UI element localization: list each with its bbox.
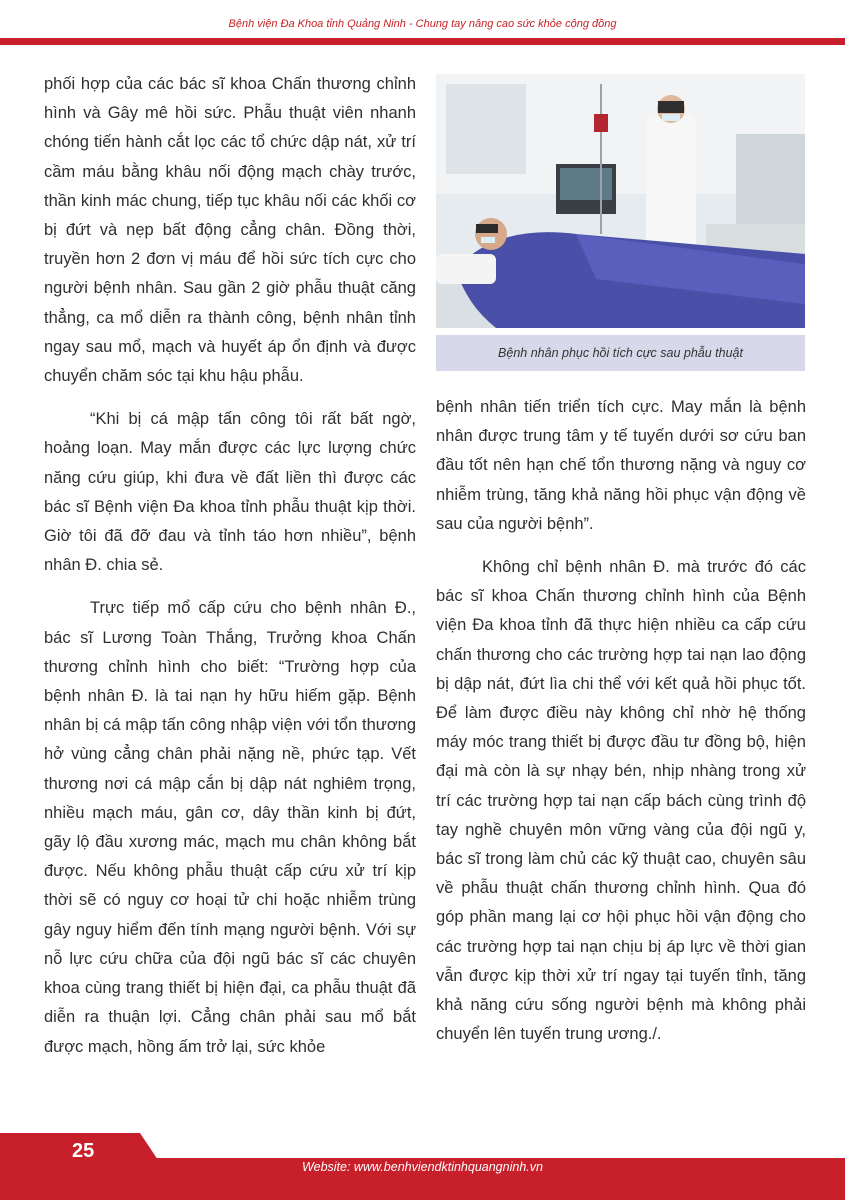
header-bar [0, 38, 845, 45]
right-column [436, 393, 806, 1063]
paragraph: “Khi bị cá mập tấn công tôi rất bất ngờ, hoảng loạn. May mắn được các lực lượng chức năng cứu giúp, khi đưa về đất liền thì được các bác sĩ Bệnh viện Đa khoa tỉnh phẫu thuật kịp thời. Giờ tôi đã đỡ đau và tỉnh táo hơn nhiều”, bệnh nhân Đ. chia sẻ. [44, 410, 416, 575]
paragraph: Trực tiếp mổ cấp cứu cho bệnh nhân Đ., bác sĩ Lương Toàn Thắng, Trưởng khoa Chấn thương chỉnh hình cho biết: “Trường hợp của bệnh nhân Đ. là tai nạn hy hữu hiếm gặp. Bệnh nhân bị cá mập tấn công nhập viện với tổn thương hở vùng cẳng chân phải nặng nề, phức tạp. Vết thương nơi cá mập cắn bị dập nát nghiêm trọng, nhiều mạch máu, gân cơ, dây thần kinh bị đứt, gãy lộ đầu xương mác, mạch mu chân không bắt được. Nếu không phẫu thuật cấp cứu xử trí kịp thời sẽ có nguy cơ hoại tử chi hoặc nhiễm trùng gây nguy hiểm đến tính mạng người bệnh. Với sự nỗ lực cứu chữa của đội ngũ bác sĩ các chuyên khoa cùng trang thiết bị hiện đại, ca phẫu thuật đã diễn ra thuận lợi. Cẳng chân phải sau mổ bắt được mạch, hồng ấm trở lại, sức khỏe [44, 599, 416, 1056]
page-number: 25 [72, 1140, 95, 1162]
left-column [44, 70, 416, 1076]
website-link[interactable]: Website: www.benhviendktinhquangninh.vn [302, 1160, 543, 1174]
hospital-ward-photo [436, 74, 805, 328]
paragraph: Không chỉ bệnh nhân Đ. mà trước đó các bác sĩ khoa Chấn thương chỉnh hình của Bệnh viện Đa khoa tỉnh đã thực hiện nhiều ca cấp cứu chấn thương cho các trường hợp tai nạn lao động bị dập nát, đứt lìa chi thể với kết quả hồi phục tốt. Để làm được điều này không chỉ nhờ hệ thống máy móc trang thiết bị được đầu tư đồng bộ, hiện đại mà còn là sự nhạy bén, nhịp nhàng trong xử trí các trường hợp tai nạn cấp bách cùng trình độ tay nghề chuyên môn vững vàng của đội ngũ y, bác sĩ trong làm chủ các kỹ thuật cao, chuyên sâu về phẫu thuật chấn thương chỉnh hình. Qua đó góp phần mang lại cơ hội phục hồi vận động cho các trường hợp tai nạn chịu bị áp lực về thời gian vẫn được kịp thời xử trí ngay tại tuyến tỉnh, tăng khả năng cứu sống người bệnh mà không phải chuyển lên tuyến trung ương./. [436, 558, 806, 1044]
article-photo [436, 74, 805, 328]
paragraph: bệnh nhân tiến triển tích cực. May mắn là bệnh nhân được trung tâm y tế tuyến dưới sơ cứu ban đầu tốt nên hạn chế tổn thương nặng và nguy cơ nhiễm trùng, tăng khả năng hồi phục vận động về sau của người bệnh”. [436, 398, 806, 533]
paragraph: phối hợp của các bác sĩ khoa Chấn thương chỉnh hình và Gây mê hồi sức. Phẫu thuật viên nhanh chóng tiến hành cắt lọc các tổ chức dập nát, xử trí cầm máu bằng khâu nối động mạch chày trước, thần kinh mác chung, tiếp tục khâu nối các khối cơ bị đứt và nẹp bất động cẳng chân. Đồng thời, truyền hơn 2 đơn vị máu để hồi sức tích cực cho người bệnh nhân. Sau gần 2 giờ phẫu thuật căng thẳng, ca mổ diễn ra thành công, bệnh nhân tỉnh ngay sau mổ, mạch và huyết áp ổn định và được chuyển chăm sóc tại khu hậu phẫu. [44, 75, 416, 386]
header-title: Bệnh viện Đa Khoa tỉnh Quảng Ninh - Chung tay nâng cao sức khỏe cộng đồng [228, 18, 617, 30]
photo-caption: Bệnh nhân phục hồi tích cực sau phẫu thuật [436, 335, 805, 371]
